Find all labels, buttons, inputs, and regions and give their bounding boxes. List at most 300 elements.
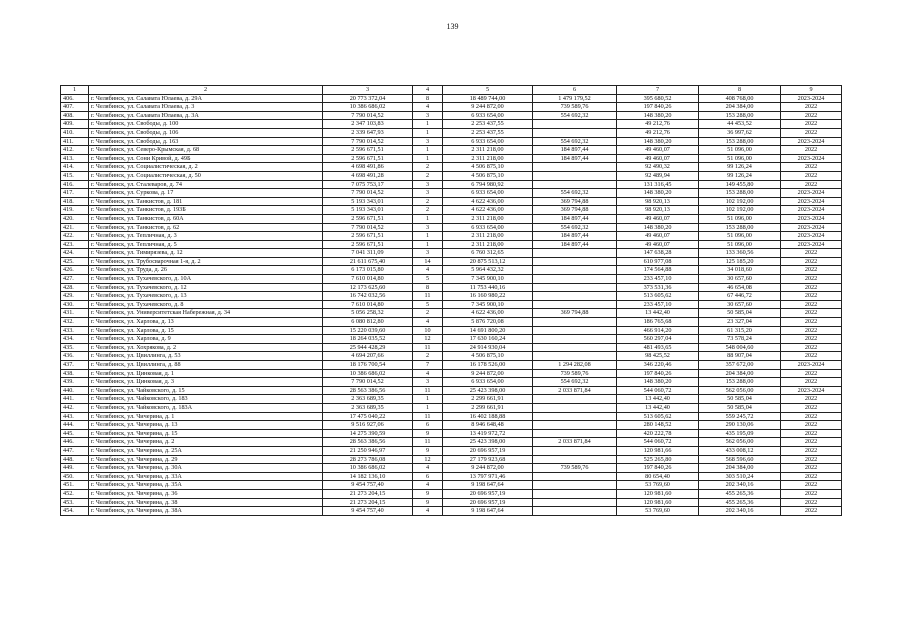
- total-cost-cell: 5 193 343,01: [323, 206, 413, 215]
- total-cost-cell: 9 454 757,40: [323, 507, 413, 516]
- supervision-cost-cell: 513 605,62: [617, 292, 699, 301]
- design-cost-cell: 184 897,44: [533, 232, 617, 241]
- design-cost-cell: 184 897,44: [533, 214, 617, 223]
- supervision-cost-cell: 131 316,45: [617, 180, 699, 189]
- row-number-cell: 452.: [61, 489, 89, 498]
- repair-cost-cell: 6 933 654,00: [443, 111, 533, 120]
- supervision-cost-cell: 148 380,20: [617, 111, 699, 120]
- supervision-cost-cell: 53 769,60: [617, 481, 699, 490]
- period-cell: 2023-2024: [781, 232, 842, 241]
- address-cell: г. Челябинск, ул. Трубосварочная 1-я, д. 2: [89, 257, 323, 266]
- design-cost-cell: [533, 429, 617, 438]
- repair-cost-cell: 13 797 971,46: [443, 472, 533, 481]
- table-row: [61, 137, 842, 146]
- repair-cost-cell: 20 696 957,19: [443, 446, 533, 455]
- supervision-cost-cell: 395 680,52: [617, 94, 699, 103]
- supervision-cost-cell: 49 460,07: [617, 146, 699, 155]
- design-cost-cell: 184 897,44: [533, 146, 617, 155]
- period-cell: 2022: [781, 352, 842, 361]
- other-cost-cell: 50 585,04: [699, 395, 781, 404]
- period-cell: 2022: [781, 309, 842, 318]
- design-cost-cell: 554 692,32: [533, 137, 617, 146]
- design-cost-cell: 184 897,44: [533, 240, 617, 249]
- period-cell: 2022: [781, 292, 842, 301]
- period-cell: 2022: [781, 257, 842, 266]
- period-cell: 2022: [781, 335, 842, 344]
- elevator-count-cell: 2: [413, 206, 443, 215]
- table-row: [61, 214, 842, 223]
- address-cell: г. Челябинск, ул. Свободы, д. 100: [89, 120, 323, 129]
- row-number-cell: 443.: [61, 412, 89, 421]
- other-cost-cell: 61 315,20: [699, 326, 781, 335]
- supervision-cost-cell: 197 840,26: [617, 464, 699, 473]
- table-row: [61, 403, 842, 412]
- elevator-count-cell: 2: [413, 352, 443, 361]
- period-cell: 2022: [781, 326, 842, 335]
- other-cost-cell: 303 510,24: [699, 472, 781, 481]
- other-cost-cell: 435 195,09: [699, 429, 781, 438]
- supervision-cost-cell: 98 425,52: [617, 352, 699, 361]
- row-number-cell: 422.: [61, 232, 89, 241]
- total-cost-cell: 7 790 014,52: [323, 111, 413, 120]
- other-cost-cell: 44 453,52: [699, 120, 781, 129]
- total-cost-cell: 21 273 204,15: [323, 489, 413, 498]
- repair-cost-cell: 2 299 661,91: [443, 395, 533, 404]
- address-cell: г. Челябинск, ул. Танкистов, д. 62: [89, 223, 323, 232]
- address-cell: г. Челябинск, ул. Харлова, д. 13: [89, 318, 323, 327]
- design-cost-cell: [533, 266, 617, 275]
- design-cost-cell: [533, 455, 617, 464]
- total-cost-cell: 21 273 204,15: [323, 498, 413, 507]
- address-cell: г. Челябинск, ул. Чичерина, д. 13: [89, 421, 323, 430]
- other-cost-cell: 51 096,00: [699, 146, 781, 155]
- total-cost-cell: 2 347 103,83: [323, 120, 413, 129]
- period-cell: 2022: [781, 498, 842, 507]
- elevator-count-cell: 3: [413, 180, 443, 189]
- row-number-cell: 440.: [61, 386, 89, 395]
- elevator-count-cell: 4: [413, 103, 443, 112]
- repair-cost-cell: 8 946 648,48: [443, 421, 533, 430]
- row-number-cell: 439.: [61, 378, 89, 387]
- other-cost-cell: 290 130,06: [699, 421, 781, 430]
- table-row: [61, 386, 842, 395]
- period-cell: 2022: [781, 163, 842, 172]
- total-cost-cell: 4 694 207,66: [323, 352, 413, 361]
- row-number-cell: 445.: [61, 429, 89, 438]
- elevator-count-cell: 3: [413, 137, 443, 146]
- column-number-cell: 1: [61, 86, 89, 95]
- table-row: [61, 481, 842, 490]
- row-number-cell: 447.: [61, 446, 89, 455]
- period-cell: 2023-2024: [781, 240, 842, 249]
- period-cell: 2022: [781, 403, 842, 412]
- repair-cost-cell: 13 419 972,72: [443, 429, 533, 438]
- supervision-cost-cell: 148 380,20: [617, 223, 699, 232]
- other-cost-cell: 408 768,00: [699, 94, 781, 103]
- supervision-cost-cell: 466 914,20: [617, 326, 699, 335]
- design-cost-cell: [533, 412, 617, 421]
- column-number-cell: 7: [617, 86, 699, 95]
- address-cell: г. Челябинск, ул. Чичерина, д. 38А: [89, 507, 323, 516]
- supervision-cost-cell: 49 460,07: [617, 240, 699, 249]
- row-number-cell: 419.: [61, 206, 89, 215]
- table-row: [61, 275, 842, 284]
- repair-cost-cell: 4 622 436,00: [443, 309, 533, 318]
- supervision-cost-cell: 92 490,32: [617, 163, 699, 172]
- row-number-cell: 425.: [61, 257, 89, 266]
- supervision-cost-cell: 148 380,20: [617, 378, 699, 387]
- address-cell: г. Челябинск, ул. Социалистическая, д. 2: [89, 163, 323, 172]
- column-number-cell: 8: [699, 86, 781, 95]
- total-cost-cell: 5 056 258,32: [323, 309, 413, 318]
- address-cell: г. Челябинск, ул. Свободы, д. 163: [89, 137, 323, 146]
- row-number-cell: 435.: [61, 343, 89, 352]
- total-cost-cell: 2 596 671,51: [323, 232, 413, 241]
- row-number-cell: 427.: [61, 275, 89, 284]
- address-cell: г. Челябинск, ул. Салавата Юлаева, д. 29А: [89, 94, 323, 103]
- repair-cost-cell: 6 760 312,65: [443, 249, 533, 258]
- supervision-cost-cell: 120 981,60: [617, 489, 699, 498]
- design-cost-cell: [533, 275, 617, 284]
- design-cost-cell: 739 589,76: [533, 369, 617, 378]
- other-cost-cell: 559 245,72: [699, 412, 781, 421]
- row-number-cell: 442.: [61, 403, 89, 412]
- row-number-cell: 431.: [61, 309, 89, 318]
- total-cost-cell: 2 596 671,51: [323, 154, 413, 163]
- total-cost-cell: 7 610 014,80: [323, 275, 413, 284]
- supervision-cost-cell: 98 920,13: [617, 206, 699, 215]
- address-cell: г. Челябинск, ул. Тухачевского, д. 12: [89, 283, 323, 292]
- housing-repair-table: [60, 85, 842, 516]
- elevator-count-cell: 10: [413, 326, 443, 335]
- period-cell: 2022: [781, 266, 842, 275]
- row-number-cell: 449.: [61, 464, 89, 473]
- total-cost-cell: 7 790 014,52: [323, 378, 413, 387]
- design-cost-cell: [533, 292, 617, 301]
- row-number-cell: 409.: [61, 120, 89, 129]
- design-cost-cell: [533, 507, 617, 516]
- period-cell: 2022: [781, 489, 842, 498]
- elevator-count-cell: 4: [413, 318, 443, 327]
- period-cell: 2022: [781, 429, 842, 438]
- elevator-count-cell: 9: [413, 446, 443, 455]
- elevator-count-cell: 6: [413, 472, 443, 481]
- total-cost-cell: 21 611 675,40: [323, 257, 413, 266]
- elevator-count-cell: 14: [413, 257, 443, 266]
- column-number-row: [61, 86, 842, 95]
- elevator-count-cell: 4: [413, 481, 443, 490]
- address-cell: г. Челябинск, ул. Социалистическая, д. 50: [89, 171, 323, 180]
- supervision-cost-cell: 544 060,72: [617, 438, 699, 447]
- elevator-count-cell: 2: [413, 171, 443, 180]
- table-row: [61, 498, 842, 507]
- repair-cost-cell: 2 311 218,00: [443, 154, 533, 163]
- row-number-cell: 417.: [61, 189, 89, 198]
- row-number-cell: 414.: [61, 163, 89, 172]
- supervision-cost-cell: 53 769,60: [617, 507, 699, 516]
- row-number-cell: 451.: [61, 481, 89, 490]
- table-row: [61, 111, 842, 120]
- repair-cost-cell: 20 696 957,19: [443, 498, 533, 507]
- address-cell: г. Челябинск, ул. Чайковского, д. 15: [89, 386, 323, 395]
- table-row: [61, 412, 842, 421]
- table-row: [61, 249, 842, 258]
- repair-cost-cell: 6 933 654,00: [443, 223, 533, 232]
- repair-cost-cell: 7 345 900,10: [443, 275, 533, 284]
- elevator-count-cell: 3: [413, 249, 443, 258]
- period-cell: 2022: [781, 180, 842, 189]
- elevator-count-cell: 5: [413, 275, 443, 284]
- address-cell: г. Челябинск, ул. Северо-Крымская, д. 68: [89, 146, 323, 155]
- table-row: [61, 309, 842, 318]
- other-cost-cell: 34 018,60: [699, 266, 781, 275]
- address-cell: г. Челябинск, ул. Чайковского, д. 183А: [89, 403, 323, 412]
- design-cost-cell: 554 692,32: [533, 378, 617, 387]
- address-cell: г. Челябинск, ул. Труда, д. 26: [89, 266, 323, 275]
- supervision-cost-cell: 49 212,76: [617, 120, 699, 129]
- other-cost-cell: 51 096,00: [699, 240, 781, 249]
- period-cell: 2022: [781, 464, 842, 473]
- total-cost-cell: 18 176 700,54: [323, 361, 413, 370]
- design-cost-cell: 369 794,88: [533, 197, 617, 206]
- design-cost-cell: [533, 352, 617, 361]
- address-cell: г. Челябинск, ул. Тепличная, д. 3: [89, 232, 323, 241]
- other-cost-cell: 562 056,00: [699, 386, 781, 395]
- supervision-cost-cell: 49 460,07: [617, 154, 699, 163]
- total-cost-cell: 10 386 686,02: [323, 369, 413, 378]
- address-cell: г. Челябинск, ул. Харлова, д. 9: [89, 335, 323, 344]
- elevator-count-cell: 1: [413, 214, 443, 223]
- row-number-cell: 448.: [61, 455, 89, 464]
- design-cost-cell: 739 589,76: [533, 464, 617, 473]
- row-number-cell: 436.: [61, 352, 89, 361]
- row-number-cell: 446.: [61, 438, 89, 447]
- elevator-count-cell: 1: [413, 120, 443, 129]
- period-cell: 2022: [781, 300, 842, 309]
- address-cell: г. Челябинск, ул. Чичерина, д. 1: [89, 412, 323, 421]
- repair-cost-cell: 4 506 875,10: [443, 352, 533, 361]
- supervision-cost-cell: 186 765,68: [617, 318, 699, 327]
- repair-cost-cell: 4 506 875,10: [443, 163, 533, 172]
- other-cost-cell: 99 126,24: [699, 171, 781, 180]
- total-cost-cell: 28 563 386,56: [323, 438, 413, 447]
- other-cost-cell: 153 288,00: [699, 223, 781, 232]
- row-number-cell: 453.: [61, 498, 89, 507]
- table-row: [61, 292, 842, 301]
- total-cost-cell: 25 944 428,29: [323, 343, 413, 352]
- total-cost-cell: 12 173 625,60: [323, 283, 413, 292]
- supervision-cost-cell: 13 442,40: [617, 403, 699, 412]
- repair-cost-cell: 20 875 513,12: [443, 257, 533, 266]
- design-cost-cell: 2 033 871,84: [533, 386, 617, 395]
- table-row: [61, 489, 842, 498]
- supervision-cost-cell: 610 977,08: [617, 257, 699, 266]
- period-cell: 2022: [781, 378, 842, 387]
- other-cost-cell: 125 185,20: [699, 257, 781, 266]
- row-number-cell: 428.: [61, 283, 89, 292]
- supervision-cost-cell: 481 493,65: [617, 343, 699, 352]
- design-cost-cell: [533, 472, 617, 481]
- other-cost-cell: 30 657,60: [699, 300, 781, 309]
- total-cost-cell: 9 516 927,06: [323, 421, 413, 430]
- design-cost-cell: 554 692,32: [533, 223, 617, 232]
- total-cost-cell: 28 563 386,56: [323, 386, 413, 395]
- row-number-cell: 423.: [61, 240, 89, 249]
- table-row: [61, 266, 842, 275]
- period-cell: 2022: [781, 421, 842, 430]
- elevator-count-cell: 12: [413, 455, 443, 464]
- design-cost-cell: 554 692,32: [533, 111, 617, 120]
- elevator-count-cell: 1: [413, 403, 443, 412]
- table-row: [61, 189, 842, 198]
- address-cell: г. Челябинск, ул. Хохрякова, д. 2: [89, 343, 323, 352]
- supervision-cost-cell: 147 638,28: [617, 249, 699, 258]
- row-number-cell: 433.: [61, 326, 89, 335]
- period-cell: 2022: [781, 120, 842, 129]
- other-cost-cell: 153 288,00: [699, 111, 781, 120]
- row-number-cell: 444.: [61, 421, 89, 430]
- design-cost-cell: [533, 300, 617, 309]
- design-cost-cell: [533, 163, 617, 172]
- address-cell: г. Челябинск, ул. Сони Кривой, д. 49Б: [89, 154, 323, 163]
- address-cell: г. Челябинск, ул. Сталеваров, д. 74: [89, 180, 323, 189]
- supervision-cost-cell: 49 460,07: [617, 232, 699, 241]
- total-cost-cell: 2 596 671,51: [323, 240, 413, 249]
- total-cost-cell: 20 773 372,04: [323, 94, 413, 103]
- row-number-cell: 432.: [61, 318, 89, 327]
- address-cell: г. Челябинск, ул. Цинковая, д. 3: [89, 378, 323, 387]
- repair-cost-cell: 4 506 875,10: [443, 171, 533, 180]
- repair-cost-cell: 16 402 188,88: [443, 412, 533, 421]
- design-cost-cell: [533, 395, 617, 404]
- period-cell: 2023-2024: [781, 386, 842, 395]
- elevator-count-cell: 1: [413, 154, 443, 163]
- column-number-cell: 5: [443, 86, 533, 95]
- other-cost-cell: 204 384,00: [699, 464, 781, 473]
- repair-cost-cell: 25 423 398,00: [443, 386, 533, 395]
- repair-cost-cell: 16 160 980,22: [443, 292, 533, 301]
- other-cost-cell: 23 327,04: [699, 318, 781, 327]
- period-cell: 2022: [781, 283, 842, 292]
- table-row: [61, 197, 842, 206]
- total-cost-cell: 9 454 757,40: [323, 481, 413, 490]
- elevator-count-cell: 2: [413, 309, 443, 318]
- other-cost-cell: 202 340,16: [699, 481, 781, 490]
- row-number-cell: 421.: [61, 223, 89, 232]
- other-cost-cell: 133 360,56: [699, 249, 781, 258]
- repair-cost-cell: 9 244 872,00: [443, 103, 533, 112]
- row-number-cell: 412.: [61, 146, 89, 155]
- supervision-cost-cell: 174 564,88: [617, 266, 699, 275]
- table-row: [61, 421, 842, 430]
- design-cost-cell: [533, 257, 617, 266]
- design-cost-cell: [533, 318, 617, 327]
- table-row: [61, 438, 842, 447]
- design-cost-cell: [533, 403, 617, 412]
- address-cell: г. Челябинск, ул. Салавата Юлаева, д. 3: [89, 103, 323, 112]
- total-cost-cell: 2 596 671,51: [323, 146, 413, 155]
- address-cell: г. Челябинск, ул. Цвиллинга, д. 88: [89, 361, 323, 370]
- other-cost-cell: 50 585,04: [699, 309, 781, 318]
- supervision-cost-cell: 525 265,80: [617, 455, 699, 464]
- period-cell: 2023-2024: [781, 223, 842, 232]
- total-cost-cell: 16 742 032,56: [323, 292, 413, 301]
- table-row: [61, 455, 842, 464]
- period-cell: 2022: [781, 171, 842, 180]
- table-row: [61, 94, 842, 103]
- total-cost-cell: 4 698 491,28: [323, 171, 413, 180]
- total-cost-cell: 2 596 671,51: [323, 214, 413, 223]
- row-number-cell: 426.: [61, 266, 89, 275]
- repair-cost-cell: 5 964 432,32: [443, 266, 533, 275]
- repair-cost-cell: 24 914 930,04: [443, 343, 533, 352]
- repair-cost-cell: 9 244 872,00: [443, 369, 533, 378]
- row-number-cell: 441.: [61, 395, 89, 404]
- other-cost-cell: 455 265,36: [699, 489, 781, 498]
- supervision-cost-cell: 233 457,10: [617, 275, 699, 284]
- address-cell: г. Челябинск, ул. Танкистов, д. 193Б: [89, 206, 323, 215]
- repair-cost-cell: 9 198 647,64: [443, 507, 533, 516]
- repair-cost-cell: 17 630 160,24: [443, 335, 533, 344]
- table-row: [61, 326, 842, 335]
- column-number-cell: 2: [89, 86, 323, 95]
- other-cost-cell: 51 096,00: [699, 154, 781, 163]
- design-cost-cell: [533, 498, 617, 507]
- other-cost-cell: 88 907,04: [699, 352, 781, 361]
- row-number-cell: 416.: [61, 180, 89, 189]
- other-cost-cell: 153 288,00: [699, 137, 781, 146]
- table-row: [61, 446, 842, 455]
- row-number-cell: 450.: [61, 472, 89, 481]
- row-number-cell: 406.: [61, 94, 89, 103]
- other-cost-cell: 204 384,00: [699, 103, 781, 112]
- repair-cost-cell: 4 622 436,00: [443, 206, 533, 215]
- total-cost-cell: 6 173 015,80: [323, 266, 413, 275]
- supervision-cost-cell: 120 981,66: [617, 446, 699, 455]
- repair-cost-cell: 6 794 980,92: [443, 180, 533, 189]
- elevator-count-cell: 9: [413, 489, 443, 498]
- total-cost-cell: 5 193 343,01: [323, 197, 413, 206]
- table-row: [61, 395, 842, 404]
- elevator-count-cell: 3: [413, 223, 443, 232]
- row-number-cell: 430.: [61, 300, 89, 309]
- address-cell: г. Челябинск, ул. Тухачевского, д. 10А: [89, 275, 323, 284]
- period-cell: 2022: [781, 111, 842, 120]
- address-cell: г. Челябинск, ул. Чичерина, д. 15: [89, 429, 323, 438]
- design-cost-cell: 554 692,32: [533, 189, 617, 198]
- table-row: [61, 128, 842, 137]
- period-cell: 2022: [781, 369, 842, 378]
- period-cell: 2023-2024: [781, 197, 842, 206]
- period-cell: 2022: [781, 343, 842, 352]
- repair-cost-cell: 20 696 957,19: [443, 489, 533, 498]
- supervision-cost-cell: 513 605,62: [617, 412, 699, 421]
- total-cost-cell: 18 264 035,52: [323, 335, 413, 344]
- other-cost-cell: 73 578,24: [699, 335, 781, 344]
- other-cost-cell: 202 340,16: [699, 507, 781, 516]
- elevator-count-cell: 2: [413, 163, 443, 172]
- design-cost-cell: [533, 180, 617, 189]
- design-cost-cell: [533, 421, 617, 430]
- address-cell: г. Челябинск, ул. Чичерина, д. 36: [89, 489, 323, 498]
- address-cell: г. Челябинск, ул. Цинковая, д. 1: [89, 369, 323, 378]
- total-cost-cell: 7 610 014,80: [323, 300, 413, 309]
- total-cost-cell: 21 250 946,97: [323, 446, 413, 455]
- elevator-count-cell: 11: [413, 386, 443, 395]
- supervision-cost-cell: 98 920,13: [617, 197, 699, 206]
- total-cost-cell: 6 080 812,80: [323, 318, 413, 327]
- period-cell: 2023-2024: [781, 154, 842, 163]
